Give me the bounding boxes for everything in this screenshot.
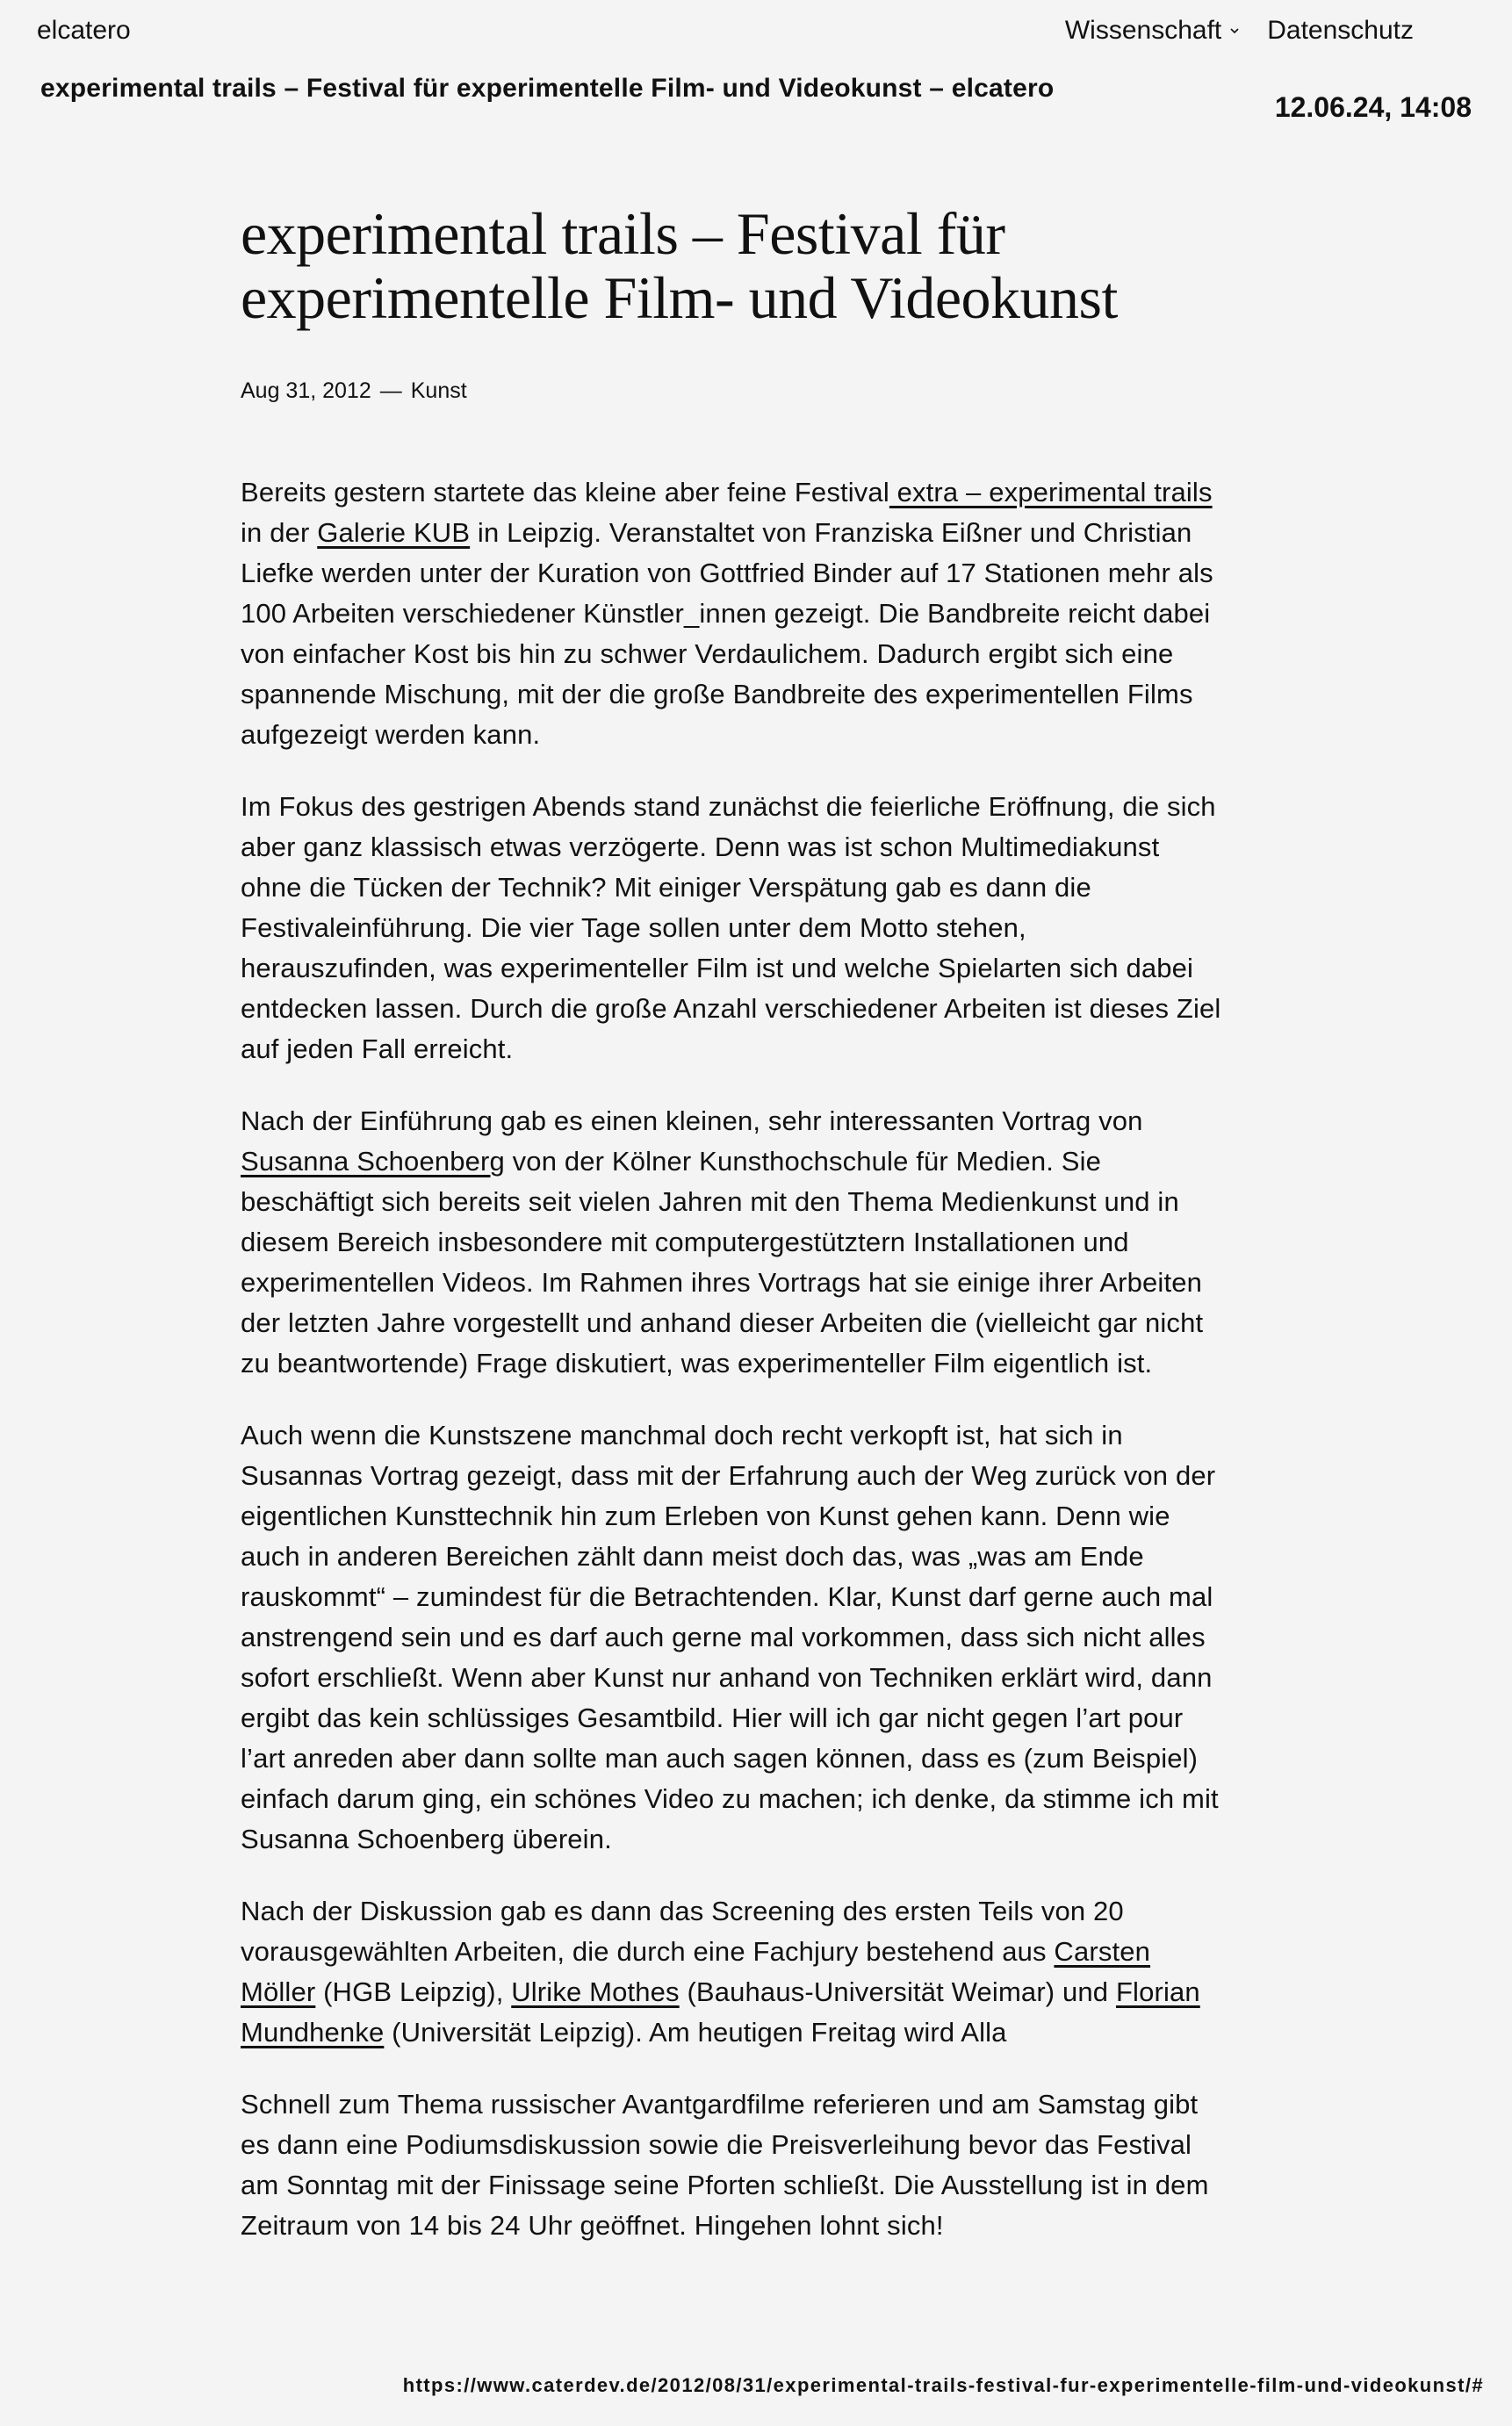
meta-separator: — [379, 378, 402, 403]
article-meta [241, 378, 1224, 404]
paragraph-text: von der Kölner Kunsthochschule für Medien. Sie beschäftigt sich bereits seit vielen Jahren mit den Thema Medienkunst und in diesem Bereich insbesondere mit computergestütztern Installationen und experimentellen Videos. Im Rahmen ihres Vortrags hat sie einige ihrer Arbeiten der letzten Jahre vorgestellt und anhand dieser Arbeiten die (vielleicht gar nicht zu beantwortende) Frage diskutiert, was experimenteller Film eigentlich ist. [241, 1145, 1204, 1379]
link-galerie-kub[interactable]: Galerie KUB [317, 516, 471, 548]
paragraph [241, 1101, 1224, 1384]
paragraph [241, 1891, 1224, 2053]
chevron-down-icon[interactable] [1228, 25, 1241, 37]
paragraph-text: in der [241, 516, 318, 548]
link-carsten-moeller[interactable]: Carsten Möller [241, 1935, 1151, 2007]
paragraph-text: in Leipzig. Veranstaltet von Franziska Eißner und Christian Liefke werden unter der Kuration von Gottfried Binder auf 17 Stationen mehr als 100 Arbeiten verschiedener Künstler_innen gezeigt. Die Bandbreite reicht dabei von einfacher Kost bis hin zu schwer Verdaulichem. Dadurch ergibt sich eine spannende Mischung, mit der die große Bandbreite des experimentellen Films aufgezeigt werden kann. [241, 516, 1213, 750]
print-header-datetime: 12.06.24, 14:08 [1274, 91, 1472, 123]
print-footer-url: https://www.caterdev.de/2012/08/31/experimental-trails-festival-fur-experimentelle-film-und-videokunst/# [402, 2374, 1484, 2396]
article-content [241, 472, 1224, 2246]
paragraph: Schnell zum Thema russischer Avantgardfilme referieren und am Samstag gibt es dann eine Podiumsdiskussion sowie die Preisverleihung bevor das Festival am Sonntag mit der Finissage seine Pforten schließt. Die Ausstellung ist in dem Zeitraum von 14 bis 24 Uhr geöffnet. Hingehen lohnt sich! [241, 2088, 1209, 2241]
link-susanna-schoenberg[interactable]: Susanna Schoenberg [241, 1145, 505, 1177]
article-title: experimental trails – Festival für experimentelle Film- und Videokunst [241, 200, 1118, 332]
nav-item-label: Wissenschaft [1064, 16, 1222, 45]
paragraph-text: Nach der Diskussion gab es dann das Screening des ersten Teils von 20 vorausgewählten Arbeiten, die durch eine Fachjury bestehend aus [241, 1895, 1124, 1967]
paragraph-text: (Universität Leipzig). Am heutigen Freitag wird Alla [384, 2016, 1007, 2048]
paragraph: Im Fokus des gestrigen Abends stand zunächst die feierliche Eröffnung, die sich aber ganz klassisch etwas verzögerte. Denn was ist schon Multimediakunst ohne die Tücken der Technik? Mit einiger Verspätung gab es dann die Festivaleinführung. Die vier Tage sollen unter dem Motto stehen, herauszufinden, was experimenteller Film ist und welche Spielarten sich dabei entdecken lassen. Durch die große Anzahl verschiedener Arbeiten ist dieses Ziel auf jeden Fall erreicht. [241, 790, 1221, 1064]
paragraph: Auch wenn die Kunstszene manchmal doch recht verkopft ist, hat sich in Susannas Vortrag gezeigt, dass mit der Erfahrung auch der Weg zurück von der eigentlichen Kunsttechnik hin zum Erleben von Kunst gehen kann. Denn wie auch in anderen Bereichen zählt dann meist doch das, was „was am Ende rauskommt“ – zumindest für die Betrachtenden. Klar, Kunst darf gerne auch mal anstrengend sein und es darf auch gerne mal vorkommen, dass sich nicht alles sofort erschließt. Wenn aber Kunst nur anhand von Techniken erklärt wird, dann ergibt das kein schlüssiges Gesamtbild. Hier will ich gar nicht gegen l’art pour l’art anreden aber dann sollte man auch sagen können, dass es (zum Beispiel) einfach darum ging, ein schönes Video zu machen; ich denke, da stimme ich mit Susanna Schoenberg überein. [241, 1419, 1219, 1854]
paragraph-text: Bereits gestern startete das kleine aber feine Festival [241, 476, 889, 508]
site-title-link[interactable]: elcatero [37, 16, 131, 45]
nav-item-datenschutz[interactable]: Datenschutz [1267, 16, 1414, 45]
link-ulrike-mothes[interactable]: Ulrike Mothes [511, 1976, 680, 2007]
paragraph-text: (Bauhaus-Universität Weimar) und [679, 1976, 1116, 2007]
paragraph-text: Nach der Einführung gab es einen kleinen, sehr interessanten Vortrag von [241, 1105, 1143, 1136]
post-date: Aug 31, 2012 [241, 378, 371, 403]
link-florian-mundhenke[interactable]: Florian Mundhenke [241, 1976, 1200, 2048]
article [241, 202, 1224, 2278]
print-header-title: experimental trails – Festival für experimentelle Film- und Videokunst – elcatero [40, 74, 1055, 103]
paragraph [241, 472, 1224, 755]
main-navigation [1065, 16, 1414, 46]
category-link[interactable]: Kunst [410, 378, 467, 403]
nav-item-wissenschaft[interactable] [1065, 16, 1241, 46]
link-extra-experimental-trails[interactable]: extra – experimental trails [889, 476, 1213, 508]
paragraph-text: (HGB Leipzig), [315, 1976, 512, 2007]
